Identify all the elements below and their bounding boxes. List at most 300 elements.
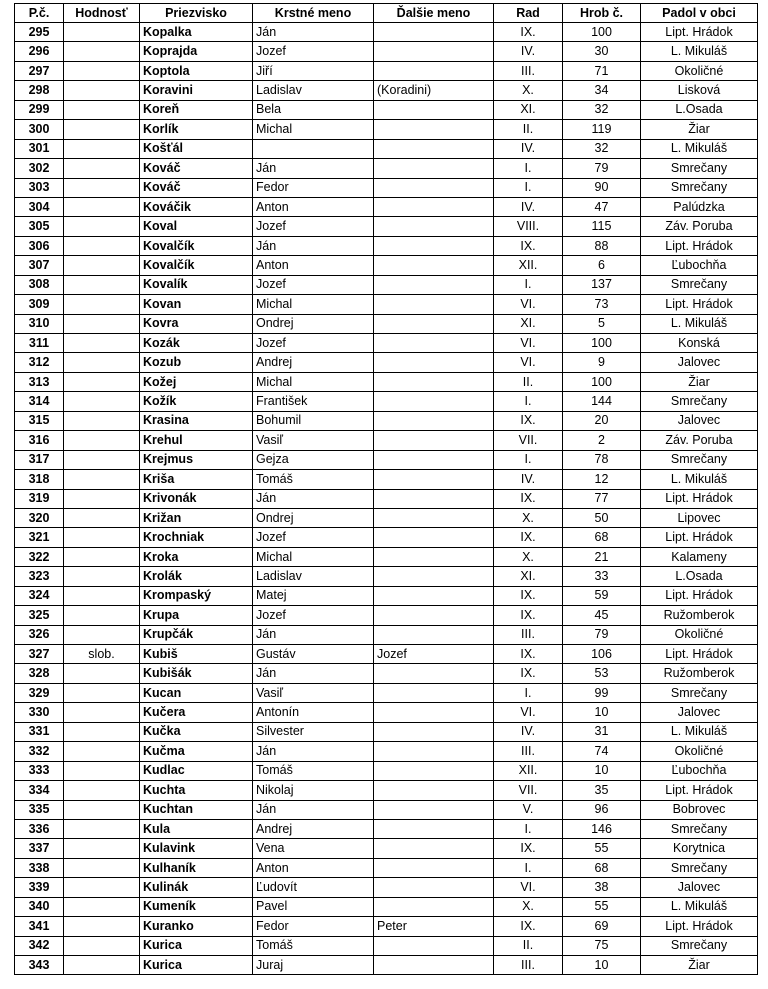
cell-dalsie-meno (374, 664, 494, 683)
cell-dalsie-meno (374, 800, 494, 819)
cell-dalsie-meno (374, 722, 494, 741)
cell-rad: II. (494, 936, 563, 955)
cell-hodnost (64, 42, 140, 61)
cell-priezvisko: Krehul (140, 431, 253, 450)
cell-rad: IX. (494, 645, 563, 664)
cell-pc: 332 (15, 742, 64, 761)
cell-pc: 324 (15, 586, 64, 605)
cell-hodnost (64, 781, 140, 800)
table-row (15, 683, 758, 702)
cell-krstne-meno: Jozef (253, 217, 374, 236)
cell-hrob: 119 (563, 120, 641, 139)
cell-pc: 311 (15, 334, 64, 353)
table-row (15, 645, 758, 664)
cell-krstne-meno: Ladislav (253, 567, 374, 586)
cell-krstne-meno: Gejza (253, 450, 374, 469)
cell-hodnost (64, 528, 140, 547)
cell-padol-v-obci: Lipt. Hrádok (641, 295, 758, 314)
cell-pc: 300 (15, 120, 64, 139)
cell-hrob: 75 (563, 936, 641, 955)
cell-krstne-meno: Bohumil (253, 411, 374, 430)
cell-hodnost (64, 683, 140, 702)
cell-pc: 298 (15, 81, 64, 100)
cell-hodnost (64, 178, 140, 197)
cell-rad: IX. (494, 489, 563, 508)
cell-krstne-meno: Anton (253, 256, 374, 275)
table-row (15, 839, 758, 858)
cell-priezvisko: Kubišák (140, 664, 253, 683)
cell-padol-v-obci: Smrečany (641, 683, 758, 702)
cell-dalsie-meno (374, 256, 494, 275)
cell-priezvisko: Kurica (140, 956, 253, 975)
cell-hodnost (64, 23, 140, 42)
cell-padol-v-obci: Žiar (641, 120, 758, 139)
cell-pc: 323 (15, 567, 64, 586)
cell-padol-v-obci: L. Mikuláš (641, 314, 758, 333)
cell-dalsie-meno (374, 470, 494, 489)
cell-priezvisko: Krolák (140, 567, 253, 586)
cell-pc: 295 (15, 23, 64, 42)
cell-krstne-meno: Ján (253, 800, 374, 819)
cell-krstne-meno: Vasiľ (253, 683, 374, 702)
table-row (15, 917, 758, 936)
cell-hrob: 71 (563, 61, 641, 80)
cell-priezvisko: Krompaský (140, 586, 253, 605)
table-row (15, 411, 758, 430)
cell-dalsie-meno (374, 528, 494, 547)
cell-rad: IV. (494, 470, 563, 489)
cell-pc: 338 (15, 858, 64, 877)
cell-pc: 301 (15, 139, 64, 158)
cell-dalsie-meno (374, 353, 494, 372)
cell-dalsie-meno (374, 23, 494, 42)
cell-rad: X. (494, 81, 563, 100)
cell-dalsie-meno (374, 217, 494, 236)
table-row (15, 256, 758, 275)
cell-pc: 307 (15, 256, 64, 275)
cell-krstne-meno: František (253, 392, 374, 411)
cell-pc: 328 (15, 664, 64, 683)
cell-hodnost (64, 334, 140, 353)
cell-krstne-meno: Ondrej (253, 508, 374, 527)
cell-rad: IV. (494, 722, 563, 741)
cell-krstne-meno (253, 139, 374, 158)
cell-pc: 316 (15, 431, 64, 450)
cell-rad: I. (494, 275, 563, 294)
cell-dalsie-meno (374, 858, 494, 877)
cell-dalsie-meno (374, 567, 494, 586)
cell-dalsie-meno (374, 897, 494, 916)
cell-pc: 322 (15, 547, 64, 566)
cell-pc: 334 (15, 781, 64, 800)
cell-priezvisko: Koprajda (140, 42, 253, 61)
cell-krstne-meno: Jozef (253, 275, 374, 294)
table-row (15, 722, 758, 741)
table-row (15, 295, 758, 314)
cell-hrob: 99 (563, 683, 641, 702)
cell-priezvisko: Koval (140, 217, 253, 236)
cell-krstne-meno: Michal (253, 120, 374, 139)
cell-pc: 297 (15, 61, 64, 80)
cell-padol-v-obci: L. Mikuláš (641, 897, 758, 916)
cell-hodnost (64, 508, 140, 527)
cell-krstne-meno: Anton (253, 197, 374, 216)
cell-rad: VI. (494, 703, 563, 722)
cell-pc: 317 (15, 450, 64, 469)
table-row (15, 178, 758, 197)
cell-dalsie-meno (374, 120, 494, 139)
cell-hrob: 10 (563, 703, 641, 722)
cell-rad: III. (494, 742, 563, 761)
cell-padol-v-obci: Smrečany (641, 936, 758, 955)
cell-hodnost (64, 139, 140, 158)
cell-dalsie-meno: (Koradini) (374, 81, 494, 100)
cell-hrob: 73 (563, 295, 641, 314)
cell-padol-v-obci: Žiar (641, 372, 758, 391)
cell-padol-v-obci: L. Mikuláš (641, 42, 758, 61)
cell-rad: II. (494, 372, 563, 391)
table-row (15, 314, 758, 333)
cell-dalsie-meno: Peter (374, 917, 494, 936)
cell-dalsie-meno (374, 236, 494, 255)
cell-hodnost (64, 392, 140, 411)
cell-hodnost (64, 761, 140, 780)
cell-pc: 331 (15, 722, 64, 741)
cell-hodnost (64, 314, 140, 333)
cell-padol-v-obci: L. Mikuláš (641, 722, 758, 741)
cell-dalsie-meno (374, 625, 494, 644)
cell-priezvisko: Kula (140, 819, 253, 838)
cell-pc: 315 (15, 411, 64, 430)
table-row (15, 528, 758, 547)
cell-rad: I. (494, 858, 563, 877)
cell-dalsie-meno (374, 159, 494, 178)
cell-rad: V. (494, 800, 563, 819)
cell-padol-v-obci: Záv. Poruba (641, 431, 758, 450)
cell-priezvisko: Kulhaník (140, 858, 253, 877)
cell-hrob: 2 (563, 431, 641, 450)
cell-pc: 305 (15, 217, 64, 236)
cell-dalsie-meno (374, 295, 494, 314)
cell-priezvisko: Kučma (140, 742, 253, 761)
cell-krstne-meno: Jozef (253, 528, 374, 547)
cell-krstne-meno: Juraj (253, 956, 374, 975)
cell-priezvisko: Kurica (140, 936, 253, 955)
table-row (15, 236, 758, 255)
cell-rad: IX. (494, 917, 563, 936)
cell-hodnost (64, 625, 140, 644)
cell-hrob: 100 (563, 372, 641, 391)
table-row (15, 23, 758, 42)
cell-pc: 326 (15, 625, 64, 644)
cell-padol-v-obci: Konská (641, 334, 758, 353)
cell-padol-v-obci: Smrečany (641, 178, 758, 197)
cell-krstne-meno: Ján (253, 664, 374, 683)
cell-pc: 303 (15, 178, 64, 197)
cell-dalsie-meno (374, 42, 494, 61)
table-row (15, 819, 758, 838)
cell-hodnost (64, 878, 140, 897)
cell-hodnost (64, 120, 140, 139)
cell-hodnost (64, 470, 140, 489)
cell-krstne-meno: Pavel (253, 897, 374, 916)
header-padol-v-obci: Padol v obci (641, 4, 758, 23)
cell-priezvisko: Kuranko (140, 917, 253, 936)
cell-hrob: 100 (563, 23, 641, 42)
cell-hodnost (64, 236, 140, 255)
cell-hrob: 12 (563, 470, 641, 489)
cell-hodnost (64, 353, 140, 372)
cell-krstne-meno: Andrej (253, 353, 374, 372)
cell-priezvisko: Kovalík (140, 275, 253, 294)
cell-hrob: 100 (563, 334, 641, 353)
cell-krstne-meno: Michal (253, 547, 374, 566)
cell-hodnost (64, 858, 140, 877)
cell-priezvisko: Kovalčík (140, 256, 253, 275)
cell-hodnost (64, 450, 140, 469)
table-row (15, 353, 758, 372)
cell-hrob: 10 (563, 956, 641, 975)
cell-hodnost (64, 100, 140, 119)
cell-padol-v-obci: Lipt. Hrádok (641, 645, 758, 664)
cell-hodnost (64, 664, 140, 683)
cell-rad: I. (494, 159, 563, 178)
cell-rad: IV. (494, 42, 563, 61)
table-row (15, 586, 758, 605)
cell-krstne-meno: Jozef (253, 42, 374, 61)
cell-pc: 318 (15, 470, 64, 489)
table-header (15, 4, 758, 23)
cell-dalsie-meno (374, 372, 494, 391)
cell-pc: 308 (15, 275, 64, 294)
cell-rad: X. (494, 508, 563, 527)
header-row (15, 4, 758, 23)
cell-padol-v-obci: Okoličné (641, 625, 758, 644)
cell-krstne-meno: Andrej (253, 819, 374, 838)
cell-priezvisko: Kováč (140, 159, 253, 178)
cell-hrob: 79 (563, 625, 641, 644)
cell-padol-v-obci: Lipt. Hrádok (641, 586, 758, 605)
table-row (15, 197, 758, 216)
cell-padol-v-obci: Lipt. Hrádok (641, 917, 758, 936)
cell-hodnost (64, 295, 140, 314)
cell-hodnost (64, 586, 140, 605)
cell-dalsie-meno (374, 61, 494, 80)
cell-priezvisko: Kumeník (140, 897, 253, 916)
cell-priezvisko: Kulavink (140, 839, 253, 858)
cell-pc: 343 (15, 956, 64, 975)
cell-dalsie-meno (374, 392, 494, 411)
cell-pc: 342 (15, 936, 64, 955)
cell-pc: 335 (15, 800, 64, 819)
cell-rad: I. (494, 178, 563, 197)
cell-hrob: 47 (563, 197, 641, 216)
cell-priezvisko: Križan (140, 508, 253, 527)
cell-rad: IX. (494, 528, 563, 547)
cell-krstne-meno: Nikolaj (253, 781, 374, 800)
cell-krstne-meno: Jiří (253, 61, 374, 80)
cell-hrob: 74 (563, 742, 641, 761)
cell-dalsie-meno (374, 139, 494, 158)
cell-dalsie-meno (374, 742, 494, 761)
cell-rad: IX. (494, 586, 563, 605)
cell-dalsie-meno (374, 431, 494, 450)
cell-hrob: 34 (563, 81, 641, 100)
cell-hrob: 5 (563, 314, 641, 333)
table-row (15, 159, 758, 178)
table-row (15, 625, 758, 644)
table-row (15, 956, 758, 975)
cell-priezvisko: Kučera (140, 703, 253, 722)
cell-hodnost (64, 81, 140, 100)
cell-dalsie-meno (374, 761, 494, 780)
cell-priezvisko: Kopalka (140, 23, 253, 42)
cell-padol-v-obci: L. Mikuláš (641, 470, 758, 489)
cell-rad: IV. (494, 139, 563, 158)
cell-dalsie-meno (374, 275, 494, 294)
cell-hodnost (64, 567, 140, 586)
cell-rad: I. (494, 819, 563, 838)
cell-krstne-meno: Vasiľ (253, 431, 374, 450)
cell-priezvisko: Krasina (140, 411, 253, 430)
cell-hrob: 21 (563, 547, 641, 566)
cell-padol-v-obci: Lipt. Hrádok (641, 23, 758, 42)
cell-hrob: 79 (563, 159, 641, 178)
table-row (15, 742, 758, 761)
cell-pc: 304 (15, 197, 64, 216)
table-row (15, 489, 758, 508)
cell-rad: III. (494, 61, 563, 80)
cell-dalsie-meno (374, 197, 494, 216)
table-row (15, 878, 758, 897)
cell-krstne-meno: Gustáv (253, 645, 374, 664)
cell-pc: 306 (15, 236, 64, 255)
cell-pc: 296 (15, 42, 64, 61)
cell-dalsie-meno (374, 878, 494, 897)
cell-rad: I. (494, 683, 563, 702)
cell-hrob: 59 (563, 586, 641, 605)
table-row (15, 100, 758, 119)
cell-dalsie-meno (374, 839, 494, 858)
cell-padol-v-obci: Jalovec (641, 411, 758, 430)
cell-hrob: 146 (563, 819, 641, 838)
cell-priezvisko: Kubiš (140, 645, 253, 664)
cell-krstne-meno: Ján (253, 159, 374, 178)
cell-padol-v-obci: Kalameny (641, 547, 758, 566)
cell-dalsie-meno (374, 586, 494, 605)
cell-priezvisko: Kučka (140, 722, 253, 741)
cell-dalsie-meno (374, 411, 494, 430)
cell-priezvisko: Kozák (140, 334, 253, 353)
cell-priezvisko: Kožík (140, 392, 253, 411)
header-rad: Rad (494, 4, 563, 23)
table-row (15, 897, 758, 916)
cell-dalsie-meno (374, 489, 494, 508)
cell-hrob: 88 (563, 236, 641, 255)
cell-padol-v-obci: Smrečany (641, 450, 758, 469)
table-row (15, 81, 758, 100)
cell-pc: 333 (15, 761, 64, 780)
cell-priezvisko: Kroka (140, 547, 253, 566)
cell-hodnost (64, 159, 140, 178)
cell-krstne-meno: Ján (253, 625, 374, 644)
table-row (15, 508, 758, 527)
cell-rad: VII. (494, 781, 563, 800)
cell-pc: 339 (15, 878, 64, 897)
cell-hodnost (64, 411, 140, 430)
cell-krstne-meno: Ján (253, 742, 374, 761)
cell-hodnost (64, 256, 140, 275)
cell-krstne-meno: Fedor (253, 178, 374, 197)
cell-padol-v-obci: Lipt. Hrádok (641, 528, 758, 547)
cell-dalsie-meno (374, 334, 494, 353)
cell-priezvisko: Krivonák (140, 489, 253, 508)
cell-dalsie-meno (374, 314, 494, 333)
cell-hodnost (64, 956, 140, 975)
cell-hrob: 6 (563, 256, 641, 275)
table-row (15, 120, 758, 139)
cell-hodnost (64, 489, 140, 508)
table-row (15, 392, 758, 411)
cell-hrob: 78 (563, 450, 641, 469)
cell-hodnost (64, 897, 140, 916)
document-page (14, 3, 757, 975)
cell-priezvisko: Kozub (140, 353, 253, 372)
cell-rad: XII. (494, 256, 563, 275)
cell-krstne-meno: Ján (253, 489, 374, 508)
cell-priezvisko: Kovra (140, 314, 253, 333)
cell-dalsie-meno: Jozef (374, 645, 494, 664)
cell-hrob: 106 (563, 645, 641, 664)
table-row (15, 372, 758, 391)
table-row (15, 470, 758, 489)
cell-padol-v-obci: Ružomberok (641, 664, 758, 683)
cell-pc: 312 (15, 353, 64, 372)
cell-hodnost (64, 936, 140, 955)
cell-priezvisko: Kožej (140, 372, 253, 391)
cell-krstne-meno: Fedor (253, 917, 374, 936)
cell-dalsie-meno (374, 450, 494, 469)
cell-dalsie-meno (374, 683, 494, 702)
cell-padol-v-obci: Ľubochňa (641, 256, 758, 275)
cell-padol-v-obci: Bobrovec (641, 800, 758, 819)
cell-priezvisko: Kováč (140, 178, 253, 197)
cell-hrob: 32 (563, 139, 641, 158)
cell-priezvisko: Kovan (140, 295, 253, 314)
cell-hrob: 55 (563, 897, 641, 916)
cell-krstne-meno: Ladislav (253, 81, 374, 100)
cell-dalsie-meno (374, 936, 494, 955)
cell-padol-v-obci: Okoličné (641, 742, 758, 761)
cell-padol-v-obci: Smrečany (641, 392, 758, 411)
cell-padol-v-obci: Žiar (641, 956, 758, 975)
cell-priezvisko: Kuchta (140, 781, 253, 800)
cell-priezvisko: Koreň (140, 100, 253, 119)
table-row (15, 781, 758, 800)
cell-pc: 327 (15, 645, 64, 664)
cell-rad: IX. (494, 606, 563, 625)
header-hodnost: Hodnosť (64, 4, 140, 23)
cell-dalsie-meno (374, 178, 494, 197)
cell-padol-v-obci: L.Osada (641, 567, 758, 586)
cell-krstne-meno: Ján (253, 236, 374, 255)
header-dalsie-meno: Ďalšie meno (374, 4, 494, 23)
cell-hodnost (64, 606, 140, 625)
table-row (15, 936, 758, 955)
cell-hodnost (64, 703, 140, 722)
table-row (15, 431, 758, 450)
cell-rad: VI. (494, 353, 563, 372)
